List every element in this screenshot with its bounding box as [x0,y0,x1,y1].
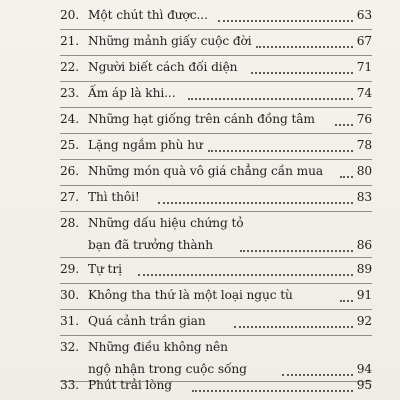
toc-entry-title: Những mảnh giấy cuộc đời [88,34,252,48]
toc-entry-30 [60,286,372,308]
toc-entry-title: Người biết cách đối diện [88,60,238,74]
toc-entry-31 [60,312,372,334]
toc-leader-dots [256,44,353,48]
toc-page-number: 67 [356,34,372,48]
toc-divider [60,159,372,160]
toc-page-number: 63 [356,8,372,22]
toc-page-number: 86 [356,238,372,252]
toc-entry-27 [60,188,372,210]
toc-entry-title: Ấm áp là khi... [88,86,176,100]
toc-entry-24 [60,110,372,132]
toc-entry-23 [60,84,372,106]
toc-entry-title: Thì thôi! [88,190,140,204]
toc-page-number: 74 [356,86,372,100]
toc-page-number: 89 [356,262,372,276]
toc-divider [60,257,372,258]
toc-divider [60,185,372,186]
toc-leader-dots [188,96,353,100]
toc-entry-title: Không tha thứ là một loại ngục tù [88,288,293,302]
toc-entry-title-line-2: ngộ nhận trong cuộc sống [88,362,247,376]
toc-entry-29 [60,260,372,282]
toc-leader-dots [234,324,353,328]
toc-leader-dots [208,148,353,152]
toc-entry-28 [60,214,372,258]
toc-divider [60,29,372,30]
toc-page-number: 91 [356,288,372,302]
toc-entry-title: Những hạt giống trên cánh đồng tâm [88,112,315,126]
toc-page-number: 94 [356,362,372,376]
toc-entry-number: 30. [60,288,80,302]
toc-leader-dots [158,200,353,204]
toc-entry-21 [60,32,372,54]
toc-entry-title: Phút trải lòng [88,378,172,392]
toc-divider [60,133,372,134]
toc-leader-dots [251,70,353,74]
toc-divider [60,283,372,284]
toc-divider [60,335,372,336]
toc-entry-26 [60,162,372,184]
toc-entry-number: 28. [60,216,80,230]
toc-divider [60,309,372,310]
toc-page-number: 71 [356,60,372,74]
toc-leader-dots [240,248,353,252]
toc-entry-title: Lặng ngắm phù hư [88,138,203,152]
toc-entry-number: 20. [60,8,80,22]
toc-entry-title-line-1: Những dấu hiệu chứng tỏ [88,216,244,230]
toc-entry-number: 27. [60,190,80,204]
toc-leader-dots [218,18,353,22]
toc-entry-title: Tự trị [88,262,122,276]
toc-entry-20 [60,6,372,28]
toc-entry-22 [60,58,372,80]
toc-entry-33 [60,376,372,398]
toc-entry-25 [60,136,372,158]
toc-page-number: 95 [356,378,372,392]
toc-page-number: 78 [356,138,372,152]
toc-entry-number: 21. [60,34,80,48]
toc-page-number: 80 [356,164,372,178]
toc-leader-dots [335,122,353,126]
toc-entry-number: 23. [60,86,80,100]
toc-leader-dots [138,272,353,276]
toc-divider [60,107,372,108]
toc-page-number: 76 [356,112,372,126]
toc-entry-number: 32. [60,340,80,354]
toc-page-number: 83 [356,190,372,204]
toc-page-number: 92 [356,314,372,328]
toc-entry-number: 29. [60,262,80,276]
toc-entry-number: 25. [60,138,80,152]
toc-entry-number: 24. [60,112,80,126]
toc-entry-number: 22. [60,60,80,74]
toc-entry-title: Những món quà vô giá chẳng cần mua [88,164,323,178]
toc-divider [60,211,372,212]
toc-entry-number: 33. [60,378,80,392]
toc-entry-title-line-2: bạn đã trưởng thành [88,238,213,252]
toc-entry-title: Quá cảnh trần gian [88,314,206,328]
toc-entry-title: Một chút thì được... [88,8,208,22]
toc-entry-number: 31. [60,314,80,328]
toc-divider [60,55,372,56]
toc-entry-number: 26. [60,164,80,178]
toc-divider [60,81,372,82]
toc-leader-dots [192,388,353,392]
toc-entry-title-line-1: Những điều không nên [88,340,228,354]
